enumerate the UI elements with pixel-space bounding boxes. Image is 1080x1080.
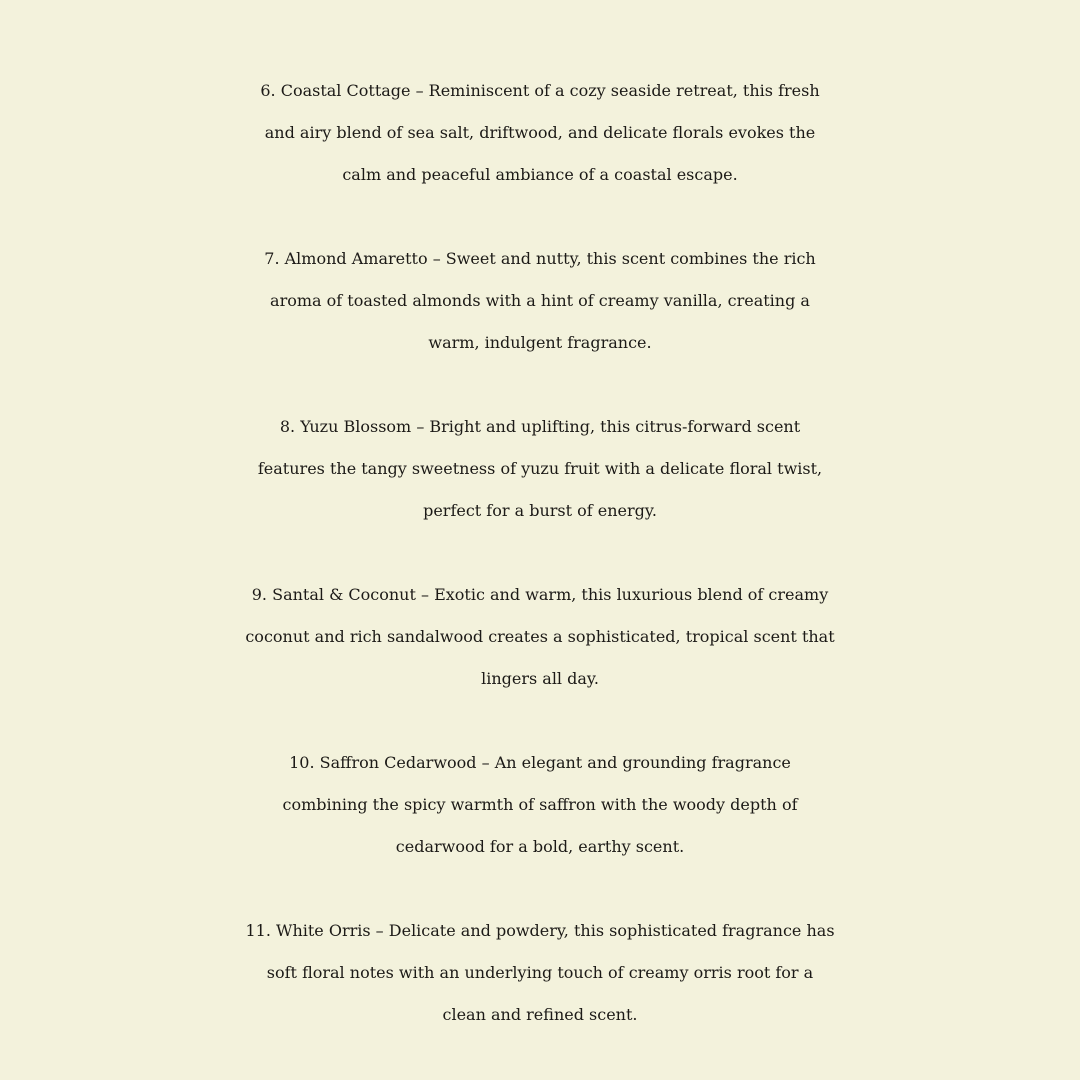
entry-line: features the tangy sweetness of yuzu fruit with a delicate floral twist, [257, 459, 823, 478]
scent-entry-white-orris [0, 910, 1080, 1036]
entry-line: combining the spicy warmth of saffron with the woody depth of [282, 795, 798, 814]
entry-line: 6. Coastal Cottage – Reminiscent of a cozy seaside retreat, this fresh [260, 81, 820, 100]
entry-line: 9. Santal & Coconut – Exotic and warm, this luxurious blend of creamy [251, 585, 829, 604]
scent-entry-almond-amaretto [0, 238, 1080, 364]
entry-line: coconut and rich sandalwood creates a sophisticated, tropical scent that [245, 627, 835, 646]
entry-line: 10. Saffron Cedarwood – An elegant and grounding fragrance [289, 753, 791, 772]
scent-entry-santal-coconut [0, 574, 1080, 700]
entry-line: lingers all day. [481, 669, 599, 688]
scent-entry-saffron-cedarwood [0, 742, 1080, 868]
scent-entry-yuzu-blossom [0, 406, 1080, 532]
entry-line: soft floral notes with an underlying touch of creamy orris root for a [266, 963, 814, 982]
entry-line: and airy blend of sea salt, driftwood, and delicate florals evokes the [264, 123, 816, 142]
entry-line: aroma of toasted almonds with a hint of creamy vanilla, creating a [270, 291, 810, 310]
entry-line: 11. White Orris – Delicate and powdery, this sophisticated fragrance has [245, 921, 835, 940]
entry-line: clean and refined scent. [442, 1005, 638, 1024]
entry-line: warm, indulgent fragrance. [428, 333, 652, 352]
entry-line: perfect for a burst of energy. [423, 501, 657, 520]
entry-line: 8. Yuzu Blossom – Bright and uplifting, this citrus-forward scent [279, 417, 801, 436]
entry-line: 7. Almond Amaretto – Sweet and nutty, this scent combines the rich [264, 249, 816, 268]
entry-line: cedarwood for a bold, earthy scent. [395, 837, 685, 856]
entry-line: calm and peaceful ambiance of a coastal escape. [342, 165, 738, 184]
scent-entry-coastal-cottage [0, 70, 1080, 196]
